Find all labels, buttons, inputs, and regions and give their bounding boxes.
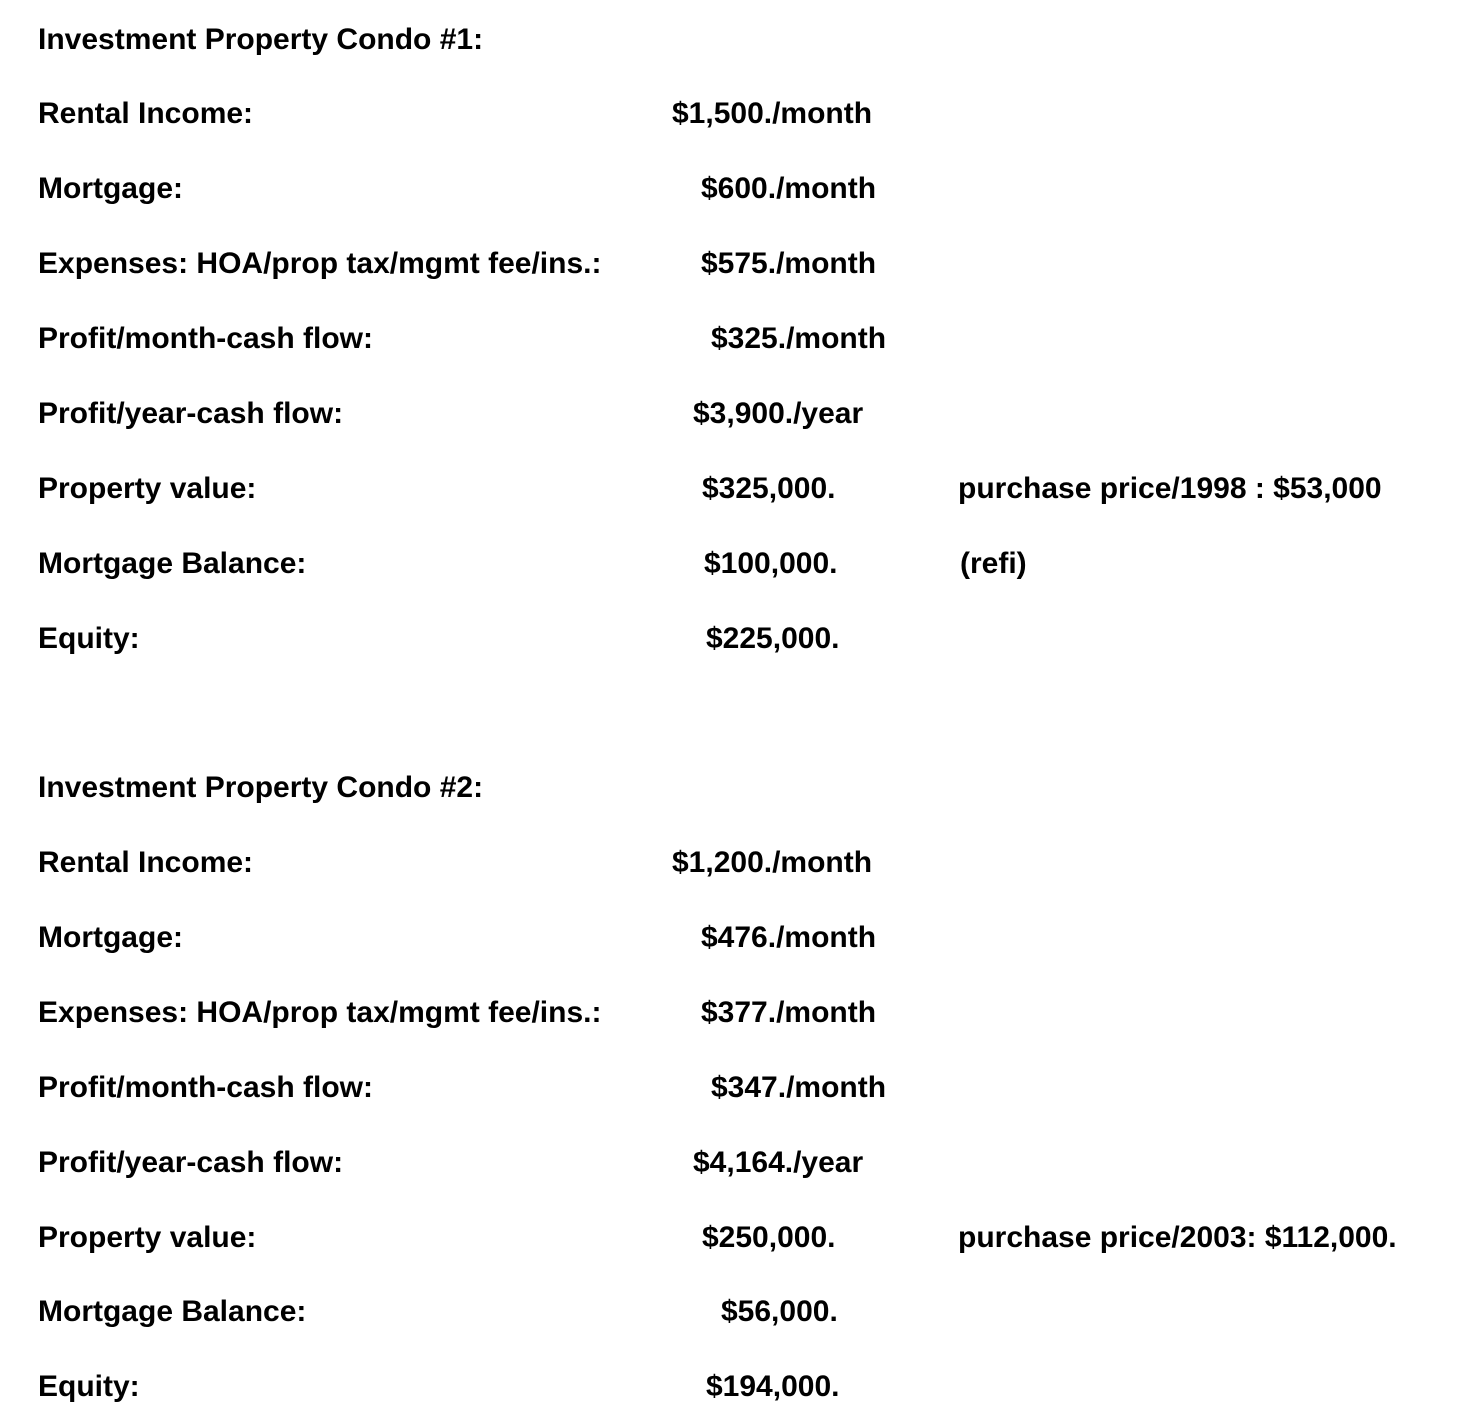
condo-1-equity-row [0, 619, 1460, 659]
equity-value: $225,000. [706, 622, 840, 655]
condo-2-profit-year-row [0, 1143, 1460, 1183]
rental-income-value: $1,500./month [672, 97, 873, 130]
condo-1-title: Investment Property Condo #1: [38, 23, 484, 56]
condo-1-profit-year-row [0, 394, 1460, 434]
mortgage-label: Mortgage: [38, 172, 183, 205]
condo-1-rental-income-row [0, 94, 1460, 134]
condo-2-mortgage-balance-row [0, 1292, 1460, 1332]
profit-month-value: $325./month [711, 322, 887, 355]
condo-2-title: Investment Property Condo #2: [38, 771, 484, 804]
mortgage-value: $600./month [701, 172, 877, 205]
expenses-label: Expenses: HOA/prop tax/mgmt fee/ins.: [38, 996, 602, 1029]
mortgage-value: $476./month [701, 921, 877, 954]
purchase-price-note: purchase price/1998 : $53,000 [958, 472, 1382, 505]
refi-note: (refi) [960, 547, 1027, 580]
expenses-value: $377./month [701, 996, 877, 1029]
condo-1-property-value-row [0, 469, 1460, 509]
rental-income-label: Rental Income: [38, 846, 254, 879]
profit-year-value: $3,900./year [693, 397, 864, 430]
mortgage-balance-value: $100,000. [704, 547, 838, 580]
property-value-label: Property value: [38, 472, 257, 505]
condo-1-title-row [0, 20, 1460, 60]
condo-1-expenses-row [0, 244, 1460, 284]
mortgage-balance-value: $56,000. [721, 1295, 838, 1328]
condo-2-property-value-row [0, 1218, 1460, 1258]
purchase-price-note: purchase price/2003: $112,000. [958, 1221, 1397, 1254]
property-value-label: Property value: [38, 1221, 257, 1254]
profit-year-label: Profit/year-cash flow: [38, 397, 344, 430]
rental-income-value: $1,200./month [672, 846, 873, 879]
rental-income-label: Rental Income: [38, 97, 254, 130]
condo-1-mortgage-row [0, 169, 1460, 209]
expenses-value: $575./month [701, 247, 877, 280]
equity-label: Equity: [38, 622, 140, 655]
profit-year-label: Profit/year-cash flow: [38, 1146, 344, 1179]
property-value-value: $250,000. [702, 1221, 836, 1254]
profit-month-value: $347./month [711, 1071, 887, 1104]
condo-2-expenses-row [0, 993, 1460, 1033]
expenses-label: Expenses: HOA/prop tax/mgmt fee/ins.: [38, 247, 602, 280]
condo-2-rental-income-row [0, 843, 1460, 883]
profit-year-value: $4,164./year [693, 1146, 864, 1179]
condo-2-profit-month-row [0, 1068, 1460, 1108]
condo-2-mortgage-row [0, 918, 1460, 958]
condo-2-equity-row [0, 1367, 1460, 1407]
condo-1-mortgage-balance-row [0, 544, 1460, 584]
property-value-value: $325,000. [702, 472, 836, 505]
mortgage-label: Mortgage: [38, 921, 183, 954]
mortgage-balance-label: Mortgage Balance: [38, 1295, 307, 1328]
equity-label: Equity: [38, 1370, 140, 1403]
profit-month-label: Profit/month-cash flow: [38, 322, 373, 355]
condo-2-title-row [0, 768, 1460, 808]
condo-1-profit-month-row [0, 319, 1460, 359]
profit-month-label: Profit/month-cash flow: [38, 1071, 373, 1104]
mortgage-balance-label: Mortgage Balance: [38, 547, 307, 580]
equity-value: $194,000. [706, 1370, 840, 1403]
